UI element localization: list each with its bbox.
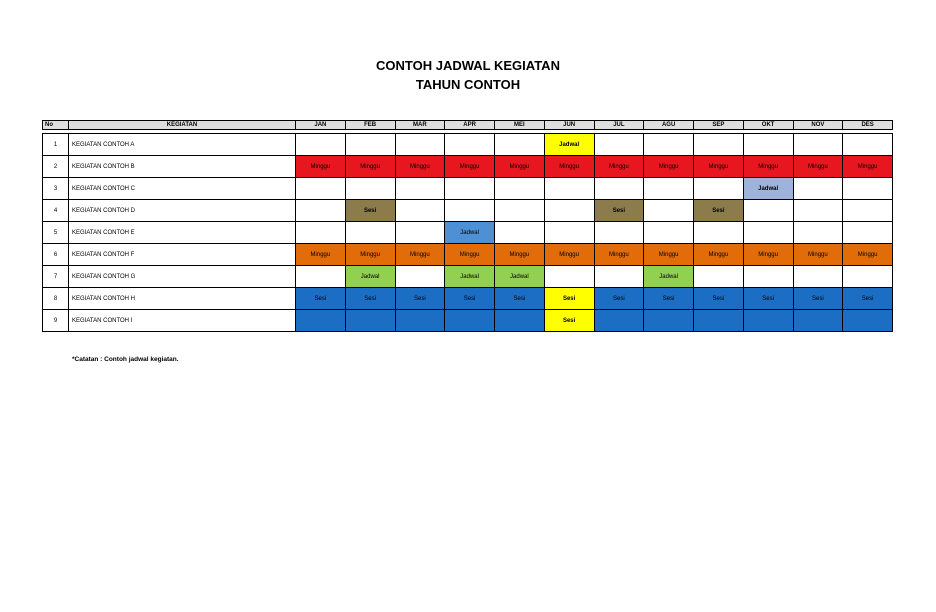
- schedule-cell: Minggu: [694, 156, 744, 178]
- schedule-cell: [743, 266, 793, 288]
- schedule-cell: [594, 266, 644, 288]
- schedule-cell: [445, 134, 495, 156]
- header-month: MAR: [395, 121, 445, 130]
- schedule-cell: [594, 178, 644, 200]
- schedule-cell: Sesi: [793, 288, 843, 310]
- schedule-cell: Sesi: [296, 288, 346, 310]
- schedule-cell: [793, 266, 843, 288]
- table-row: [43, 156, 893, 178]
- activity-name: KEGIATAN CONTOH A: [69, 134, 296, 156]
- activity-name: KEGIATAN CONTOH B: [69, 156, 296, 178]
- schedule-cell: Minggu: [445, 156, 495, 178]
- schedule-cell: Minggu: [495, 244, 545, 266]
- row-number: 8: [43, 288, 69, 310]
- activity-name: KEGIATAN CONTOH G: [69, 266, 296, 288]
- schedule-cell: Sesi: [743, 288, 793, 310]
- schedule-cell: [644, 178, 694, 200]
- schedule-cell: [743, 222, 793, 244]
- table-row: [43, 244, 893, 266]
- schedule-cell: Jadwal: [743, 178, 793, 200]
- row-number: 5: [43, 222, 69, 244]
- schedule-cell: Minggu: [544, 244, 594, 266]
- schedule-cell: Jadwal: [644, 266, 694, 288]
- schedule-cell: [843, 310, 893, 332]
- schedule-cell: Sesi: [594, 288, 644, 310]
- schedule-cell: Minggu: [743, 244, 793, 266]
- schedule-cell: [445, 310, 495, 332]
- schedule-cell: Minggu: [694, 244, 744, 266]
- schedule-cell: [793, 200, 843, 222]
- schedule-cell: [495, 178, 545, 200]
- schedule-cell: Minggu: [296, 156, 346, 178]
- schedule-cell: Minggu: [743, 156, 793, 178]
- schedule-cell: Minggu: [843, 244, 893, 266]
- header-month: OKT: [743, 121, 793, 130]
- schedule-cell: [843, 134, 893, 156]
- schedule-cell: Sesi: [445, 288, 495, 310]
- schedule-cell: [296, 134, 346, 156]
- schedule-cell: [594, 134, 644, 156]
- schedule-cell: Minggu: [445, 244, 495, 266]
- schedule-cell: Sesi: [544, 288, 594, 310]
- schedule-cell: [495, 200, 545, 222]
- header-month: JUL: [594, 121, 644, 130]
- schedule-cell: Jadwal: [445, 266, 495, 288]
- schedule-cell: [345, 134, 395, 156]
- schedule-cell: [445, 200, 495, 222]
- schedule-cell: Minggu: [296, 244, 346, 266]
- schedule-cell: [395, 266, 445, 288]
- schedule-body: [43, 134, 893, 332]
- schedule-cell: [345, 310, 395, 332]
- schedule-cell: Minggu: [495, 156, 545, 178]
- schedule-cell: [395, 200, 445, 222]
- table-row: [43, 288, 893, 310]
- schedule-cell: [395, 310, 445, 332]
- schedule-cell: Minggu: [544, 156, 594, 178]
- schedule-cell: [594, 310, 644, 332]
- schedule-cell: Minggu: [594, 156, 644, 178]
- schedule-cell: [544, 178, 594, 200]
- schedule-cell: [495, 310, 545, 332]
- schedule-cell: [296, 310, 346, 332]
- schedule-cell: [743, 134, 793, 156]
- schedule-cell: Minggu: [345, 156, 395, 178]
- schedule-cell: Minggu: [644, 156, 694, 178]
- schedule-cell: Sesi: [594, 200, 644, 222]
- schedule-cell: [544, 222, 594, 244]
- schedule-cell: Jadwal: [495, 266, 545, 288]
- header-month: JUN: [544, 121, 594, 130]
- header-month: MEI: [495, 121, 545, 130]
- schedule-cell: Minggu: [793, 244, 843, 266]
- schedule-cell: [296, 200, 346, 222]
- schedule-cell: Sesi: [644, 288, 694, 310]
- schedule-cell: [743, 200, 793, 222]
- schedule-cell: Jadwal: [445, 222, 495, 244]
- schedule-cell: Sesi: [544, 310, 594, 332]
- schedule-cell: [544, 266, 594, 288]
- schedule-cell: [793, 222, 843, 244]
- schedule-cell: Minggu: [395, 156, 445, 178]
- table-row: [43, 310, 893, 332]
- schedule-cell: [345, 222, 395, 244]
- schedule-cell: Minggu: [594, 244, 644, 266]
- schedule-cell: Minggu: [843, 156, 893, 178]
- table-row: [43, 222, 893, 244]
- row-number: 3: [43, 178, 69, 200]
- footnote: *Catatan : Contoh jadwal kegiatan.: [72, 356, 179, 363]
- schedule-cell: [694, 134, 744, 156]
- schedule-cell: [495, 134, 545, 156]
- schedule-cell: [544, 200, 594, 222]
- page-title: CONTOH JADWAL KEGIATAN: [376, 58, 560, 73]
- page-subtitle: TAHUN CONTOH: [415, 77, 521, 92]
- schedule-cell: Sesi: [395, 288, 445, 310]
- header-row: [43, 121, 893, 130]
- table-row: [43, 178, 893, 200]
- header-no: No: [43, 121, 69, 130]
- schedule-cell: [694, 178, 744, 200]
- schedule-cell: Minggu: [395, 244, 445, 266]
- row-number: 6: [43, 244, 69, 266]
- row-number: 2: [43, 156, 69, 178]
- schedule-cell: [793, 178, 843, 200]
- schedule-cell: [694, 310, 744, 332]
- header-month: FEB: [345, 121, 395, 130]
- row-number: 9: [43, 310, 69, 332]
- schedule-table: [42, 120, 893, 332]
- schedule-cell: Sesi: [694, 200, 744, 222]
- schedule-cell: Sesi: [345, 200, 395, 222]
- schedule-cell: [843, 266, 893, 288]
- row-number: 4: [43, 200, 69, 222]
- schedule-cell: Sesi: [345, 288, 395, 310]
- schedule-cell: Sesi: [495, 288, 545, 310]
- schedule-cell: [644, 222, 694, 244]
- schedule-cell: Jadwal: [345, 266, 395, 288]
- activity-name: KEGIATAN CONTOH H: [69, 288, 296, 310]
- schedule-cell: [843, 178, 893, 200]
- row-number: 1: [43, 134, 69, 156]
- schedule-cell: Minggu: [793, 156, 843, 178]
- schedule-cell: Sesi: [843, 288, 893, 310]
- schedule-cell: [843, 222, 893, 244]
- schedule-cell: [395, 222, 445, 244]
- schedule-cell: [694, 222, 744, 244]
- header-month: NOV: [793, 121, 843, 130]
- activity-name: KEGIATAN CONTOH F: [69, 244, 296, 266]
- schedule-cell: [843, 200, 893, 222]
- activity-name: KEGIATAN CONTOH C: [69, 178, 296, 200]
- table-row: [43, 200, 893, 222]
- header-month: SEP: [694, 121, 744, 130]
- schedule-cell: [345, 178, 395, 200]
- schedule-cell: [395, 178, 445, 200]
- schedule-cell: [296, 266, 346, 288]
- activity-name: KEGIATAN CONTOH E: [69, 222, 296, 244]
- schedule-cell: [395, 134, 445, 156]
- schedule-cell: [644, 310, 694, 332]
- header-activity: KEGIATAN: [69, 121, 296, 130]
- header-month: DES: [843, 121, 893, 130]
- header-month: AGU: [644, 121, 694, 130]
- schedule-cell: Minggu: [345, 244, 395, 266]
- schedule-cell: [644, 134, 694, 156]
- header-month: APR: [445, 121, 495, 130]
- row-number: 7: [43, 266, 69, 288]
- activity-name: KEGIATAN CONTOH D: [69, 200, 296, 222]
- schedule-cell: [594, 222, 644, 244]
- schedule-cell: Minggu: [644, 244, 694, 266]
- schedule-cell: [495, 222, 545, 244]
- header-month: JAN: [296, 121, 346, 130]
- schedule-cell: [743, 310, 793, 332]
- schedule-cell: [793, 134, 843, 156]
- schedule-cell: Jadwal: [544, 134, 594, 156]
- activity-name: KEGIATAN CONTOH I: [69, 310, 296, 332]
- schedule-cell: [445, 178, 495, 200]
- schedule-cell: [793, 310, 843, 332]
- schedule-cell: [296, 222, 346, 244]
- table-row: [43, 266, 893, 288]
- table-row: [43, 134, 893, 156]
- schedule-cell: Sesi: [694, 288, 744, 310]
- schedule-cell: [694, 266, 744, 288]
- schedule-cell: [296, 178, 346, 200]
- schedule-cell: [644, 200, 694, 222]
